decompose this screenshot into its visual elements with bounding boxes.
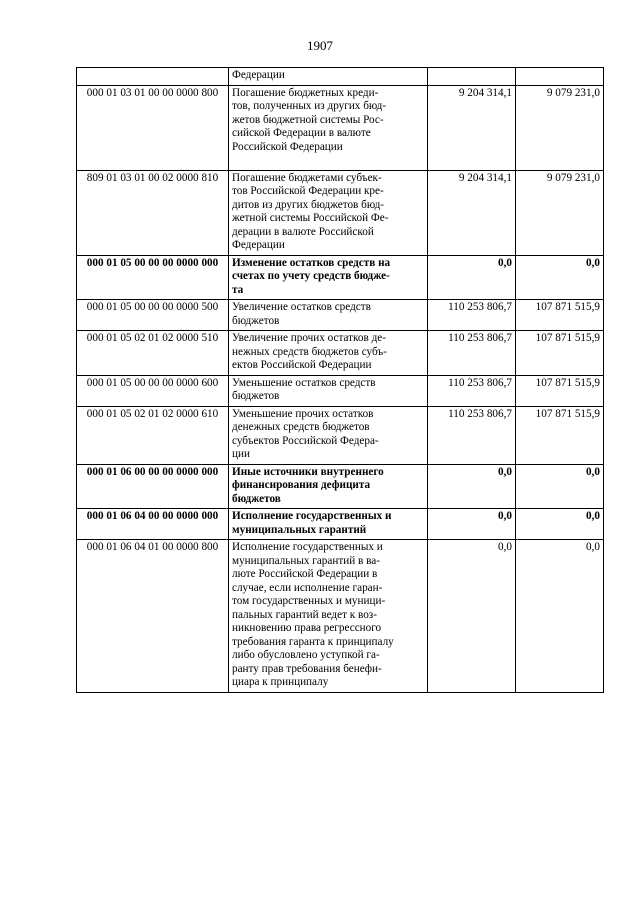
source-name-line: жетной системы Российской Фе-	[232, 212, 389, 224]
amount-year-1: 0,0	[428, 255, 516, 300]
amount-year-2	[516, 68, 604, 86]
source-name-line: финансирования дефицита	[232, 479, 371, 491]
amount-year-2: 107 871 515,9	[516, 375, 604, 406]
table-row	[77, 331, 604, 376]
source-name-line: Увеличение остатков средств	[232, 301, 371, 313]
amount-year-2: 9 079 231,0	[516, 85, 604, 170]
source-name-line: дитов из других бюджетов бюд-	[232, 198, 385, 211]
budget-classification-code	[77, 68, 229, 86]
source-name	[229, 255, 428, 300]
amount-year-1: 110 253 806,7	[428, 300, 516, 331]
amount-year-1: 9 204 314,1	[428, 85, 516, 170]
source-name	[229, 509, 428, 540]
table-row	[77, 68, 604, 86]
budget-classification-code: 000 01 06 04 01 00 0000 800	[77, 540, 229, 693]
source-name-line: ектов Российской Федерации	[232, 359, 372, 371]
amount-year-2: 0,0	[516, 464, 604, 509]
amount-year-1: 9 204 314,1	[428, 170, 516, 255]
source-name-line: тов Российской Федерации кре-	[232, 185, 384, 197]
amount-year-2: 107 871 515,9	[516, 331, 604, 376]
source-name-line: бюджетов	[232, 390, 280, 402]
table-row	[77, 170, 604, 255]
source-name-line: бюджетов	[232, 492, 281, 505]
source-name-line: бюджетов	[232, 314, 280, 327]
source-name-line: Увеличение прочих остатков де-	[232, 332, 386, 344]
table-row	[77, 540, 604, 693]
amount-year-1: 110 253 806,7	[428, 331, 516, 376]
table-body	[77, 68, 604, 693]
budget-classification-code: 000 01 06 00 00 00 0000 000	[77, 464, 229, 509]
source-name	[229, 300, 428, 331]
source-name-line: никновению права регрессного	[232, 622, 382, 634]
source-name-line	[232, 154, 424, 168]
amount-year-1	[428, 68, 516, 86]
source-name	[229, 375, 428, 406]
source-name	[229, 331, 428, 376]
table-row	[77, 300, 604, 331]
table-row	[77, 85, 604, 170]
table-row	[77, 375, 604, 406]
source-name-line: Изменение остатков средств на	[232, 256, 391, 269]
budget-sources-table	[76, 67, 604, 693]
budget-classification-code: 000 01 05 02 01 02 0000 510	[77, 331, 229, 376]
source-name-line: циара к принципалу	[232, 676, 329, 688]
source-name	[229, 68, 428, 86]
amount-year-2: 9 079 231,0	[516, 170, 604, 255]
source-name-line: тов, полученных из других бюд-	[232, 100, 387, 112]
source-name-line: дерации в валюте Российской	[232, 225, 374, 238]
source-name-line: Федерации	[232, 239, 285, 251]
source-name	[229, 464, 428, 509]
source-name-line: та	[232, 283, 244, 296]
source-name-line: муниципальных гарантий в ва-	[232, 554, 380, 567]
source-name-line: Уменьшение остатков средств	[232, 376, 376, 389]
amount-year-2: 107 871 515,9	[516, 406, 604, 464]
source-name-line: пальных гарантий ведет к воз-	[232, 608, 377, 621]
budget-classification-code: 000 01 06 04 00 00 0000 000	[77, 509, 229, 540]
budget-classification-code: 000 01 05 00 00 00 0000 500	[77, 300, 229, 331]
source-name-line: муниципальных гарантий	[232, 523, 367, 536]
source-name-line: том государственных и муници-	[232, 595, 386, 607]
source-name-line: Погашение бюджетами субъек-	[232, 171, 382, 184]
source-name-line: сийской Федерации в валюте	[232, 127, 371, 139]
source-name	[229, 170, 428, 255]
amount-year-1: 0,0	[428, 509, 516, 540]
amount-year-2: 0,0	[516, 540, 604, 693]
source-name-line: субъектов Российской Федера-	[232, 434, 379, 447]
source-name-line: Погашение бюджетных креди-	[232, 86, 379, 99]
source-name	[229, 85, 428, 170]
source-name-line: случае, если исполнение гаран-	[232, 581, 383, 594]
table-row	[77, 255, 604, 300]
budget-classification-code: 000 01 05 00 00 00 0000 000	[77, 255, 229, 300]
source-name-line: Иные источники внутреннего	[232, 465, 384, 478]
budget-classification-code: 809 01 03 01 00 02 0000 810	[77, 170, 229, 255]
table-row	[77, 406, 604, 464]
budget-classification-code: 000 01 05 00 00 00 0000 600	[77, 375, 229, 406]
source-name-line: Федерации	[232, 69, 285, 81]
table-row	[77, 509, 604, 540]
amount-year-1: 110 253 806,7	[428, 375, 516, 406]
budget-classification-code: 000 01 05 02 01 02 0000 610	[77, 406, 229, 464]
source-name-line: Исполнение государственных и	[232, 541, 383, 553]
amount-year-1: 0,0	[428, 540, 516, 693]
amount-year-1: 0,0	[428, 464, 516, 509]
source-name-line: люте Российской Федерации в	[232, 568, 378, 580]
source-name	[229, 540, 428, 693]
source-name-line: ции	[232, 448, 250, 460]
source-name-line: Уменьшение прочих остатков	[232, 407, 374, 420]
source-name-line: жетов бюджетной системы Рос-	[232, 113, 384, 126]
source-name-line: нежных средств бюджетов субъ-	[232, 345, 387, 358]
source-name-line: либо обусловлено уступкой га-	[232, 649, 380, 661]
source-name-line: денежных средств бюджетов	[232, 421, 370, 433]
page-number: 1907	[307, 38, 333, 53]
source-name-line: Российской Федерации	[232, 140, 343, 153]
amount-year-2: 107 871 515,9	[516, 300, 604, 331]
source-name-line: ранту прав требования бенефи-	[232, 662, 382, 675]
amount-year-2: 0,0	[516, 255, 604, 300]
amount-year-2: 0,0	[516, 509, 604, 540]
source-name-line: счетах по учету средств бюдже-	[232, 270, 390, 282]
budget-classification-code: 000 01 03 01 00 00 0000 800	[77, 85, 229, 170]
source-name	[229, 406, 428, 464]
source-name-line: требования гаранта к принципалу	[232, 635, 394, 648]
amount-year-1: 110 253 806,7	[428, 406, 516, 464]
table-row	[77, 464, 604, 509]
source-name-line: Исполнение государственных и	[232, 510, 392, 522]
